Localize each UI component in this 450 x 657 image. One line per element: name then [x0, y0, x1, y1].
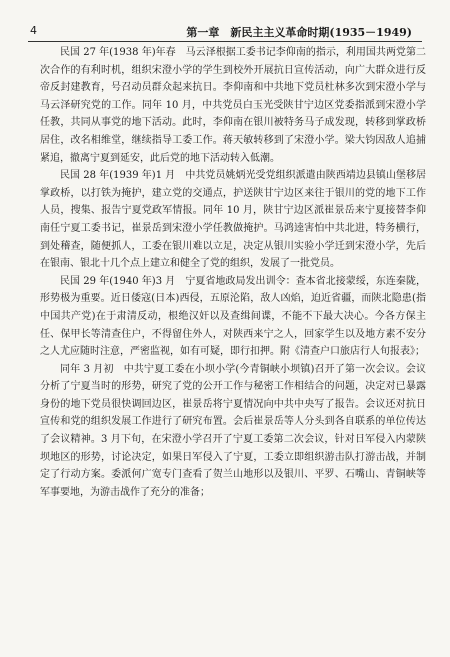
paragraph-1939-jan: 民国 28 年(1939 年)1 月 中共党员姚炳光受党组织派遣由陕西靖边县镇山堡移居掌政桥，以打铁为掩护，建立党的交通点，护送陕甘宁边区来往于银川的党的地下工作人员，搜集、报告宁夏党政军情报。同年 10 月，陕甘宁边区派崔景岳来宁夏接替李仰南任宁夏工委书记，崔景岳到宋澄小学任教做掩护。马鸿逵害怕中共北进，特务横行，到处稽查，随便抓人，工委在银川难以立足，决定从银川实验小学迁到宋澄小学，先后在银南、银北十几个点上建立和健全了党的组织，发展了一批党员。 — [40, 170, 426, 270]
paragraph-1938-spring: 民国 27 年(1938 年)年春 马云泽根据工委书记李仰南的指示，利用国共两党第二次合作的有利时机，组织宋澄小学的学生到校外开展抗日宣传活动，向广大群众进行反帝反封建教育，号召动员群众起来抗日。李仰南和中共地下党员杜林多次到宋澄小学与马云泽研究党的工作。同年 10 月，中共党员白玉光受陕甘宁边区党委指派到宋澄小学任教，共同从事党的地下活动。此时，李仰南在银川被特务马子成发现，转移到掌政桥居住，改名相维堂，继续指导工委工作。蒋天敏转移到了宋澄小学。梁大钧因敌人追捕紧追，撤离宁夏到延安，此后党的地下活动转入低潮。 — [40, 47, 426, 164]
page-body — [40, 44, 426, 501]
header-rule — [28, 41, 422, 42]
paragraph-1940-mar: 民国 29 年(1940 年)3 月 宁夏省地政局发出训令：查本省北接蒙绥，东连秦陇，形势极为重要。近日倭寇(日本)西侵，五原沦陷，敌人凶焰，迫近省疆，而陕北隐患(指中国共产党)在于肃清反动，根绝汉奸以及查缉间谍，不能不下最大决心。今各方保主任、保甲长等清查住户，不得留住外人，对陕西来宁之人，回家学生以及地方素不安分之人尤应随时注意，严密监视，如有可疑，即行扣押。附《清查户口旅店行人旬报表》； — [40, 275, 426, 358]
paragraph-march-meeting: 同年 3 月初 中共宁夏工委在小坝小学(今青铜峡小坝镇)召开了第一次会议。会议分析了宁夏当时的形势，研究了党的公开工作与秘密工作相结合的问题，决定对已暴露身份的地下党员很快调回边区，崔景岳将宁夏情况向中共中央写了报告。会议还对抗日宣传和党的组织发展工作进行了研究布置。会后崔景岳等人分头到各自联系的单位传达了会议精神。3 月下旬，在宋澄小学召开了宁夏工委第二次会议，针对日军侵入内蒙陕坝地区的形势，讨论决定，如果日军侵入了宁夏，工委立即组织游击队打游击战，并制定了行动方案。委派何广宽专门查看了贺兰山地形以及银川、平罗、石嘴山、青铜峡等军事要地，为游击战作了充分的准备； — [40, 363, 426, 498]
page-header — [28, 22, 422, 42]
running-head: 第一章 新民主主义革命时期(1935－1949) — [186, 26, 412, 39]
page-number: 4 — [30, 24, 37, 37]
